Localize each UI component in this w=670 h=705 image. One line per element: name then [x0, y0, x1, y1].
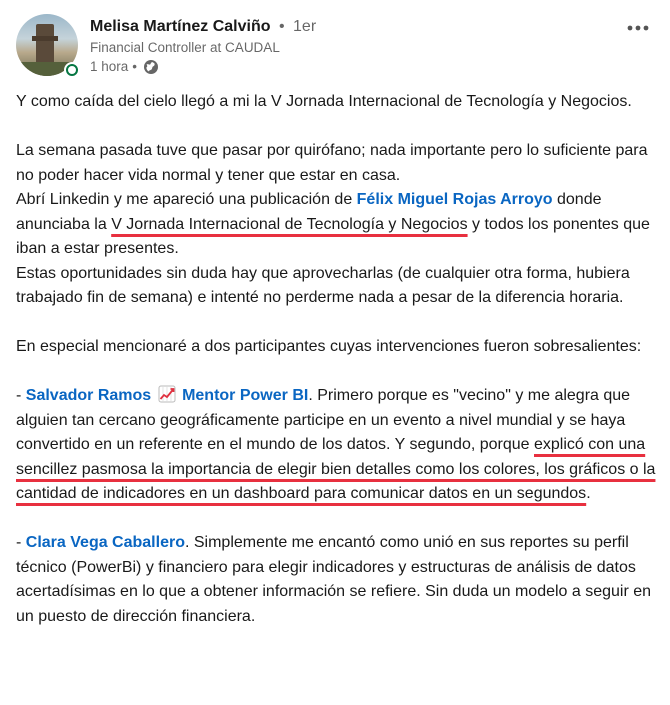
text-clara: . Simplemente me encantó como unió en sus reportes su perfil técnico (PowerBi) y financiero para elegir indicadores y estructuras de análisis de datos acertadísimas en lo que a obtener información se refiere. Sin duda un modelo a seguir en un puesto de dirección financiera. [16, 534, 652, 625]
text-opportunities: Estas oportunidades sin duda hay que aprovecharlas (de cualquier otra forma, hubiera trabajado fin de semana) e intenté no perderme nada a pesar de la diferencia horaria. [16, 264, 630, 306]
text-salvador: . Primero porque es "vecino" y me alegra que alguien tan cercano geográficamente participe en un evento a nivel mundial y se haya convertido en un referente en el mundo de los datos. Y segundo, porque [16, 387, 631, 453]
post-paragraph-mention: En especial mencionaré a dos participantes cuyas intervenciones fueron sobresalientes: [16, 338, 642, 355]
text-linkedin-a: Abrí Linkedin y me apareció una publicación de [16, 191, 357, 208]
more-options-button[interactable] [622, 16, 654, 40]
author-headline: Financial Controller at CAUDAL [90, 40, 280, 55]
dash: - [16, 387, 26, 404]
text-linkedin-b: donde anunciaba la [16, 191, 602, 233]
dash: - [16, 534, 26, 551]
more-options-icon [626, 24, 650, 32]
post-paragraph-clara [16, 531, 658, 629]
post-paragraph-intro: Y como caída del cielo llegó a mi la V Jornada Internacional de Tecnología y Negocios. [16, 93, 632, 110]
post-time: 1 hora [90, 59, 129, 74]
post-paragraph-salvador [16, 384, 658, 507]
text-surgery: La semana pasada tuve que pasar por quirófano; nada importante pero lo suficiente para no poder hacer vida normal y tener que estar en casa. [16, 142, 648, 184]
mention-clara[interactable]: Clara Vega Caballero [25, 534, 185, 551]
mention-felix[interactable]: Félix Miguel Rojas Arroyo [356, 191, 553, 208]
period: . [586, 485, 591, 502]
post-header [16, 14, 654, 84]
globe-icon [143, 59, 159, 75]
time-separator: • [132, 59, 138, 74]
mention-salvador[interactable]: Salvador Ramos [25, 387, 152, 404]
chart-increasing-icon [158, 385, 176, 403]
post-time-line [90, 57, 316, 77]
author-name[interactable]: Melisa Martínez Calviño [90, 18, 271, 35]
post-content [16, 90, 658, 629]
post-paragraph-surgery [16, 139, 658, 311]
text-linkedin-c: y todos los ponentes que iban a estar presentes. [16, 215, 650, 257]
author-meta [90, 16, 316, 77]
highlight-underlined: explicó con una sencillez pasmosa la importancia de elegir bien detalles como los colores, los gráficos o la cantidad de indicadores en un dashboard para comunicar datos en un segundos [16, 436, 656, 502]
connection-degree: 1er [293, 18, 317, 35]
author-avatar[interactable] [16, 14, 80, 78]
mention-mentor-power-bi[interactable]: Mentor Power BI [182, 387, 309, 404]
author-name-line [90, 16, 316, 38]
presence-indicator [64, 62, 80, 78]
event-name-underlined: V Jornada Internacional de Tecnología y Negocios [111, 215, 468, 233]
name-separator: • [278, 18, 285, 35]
